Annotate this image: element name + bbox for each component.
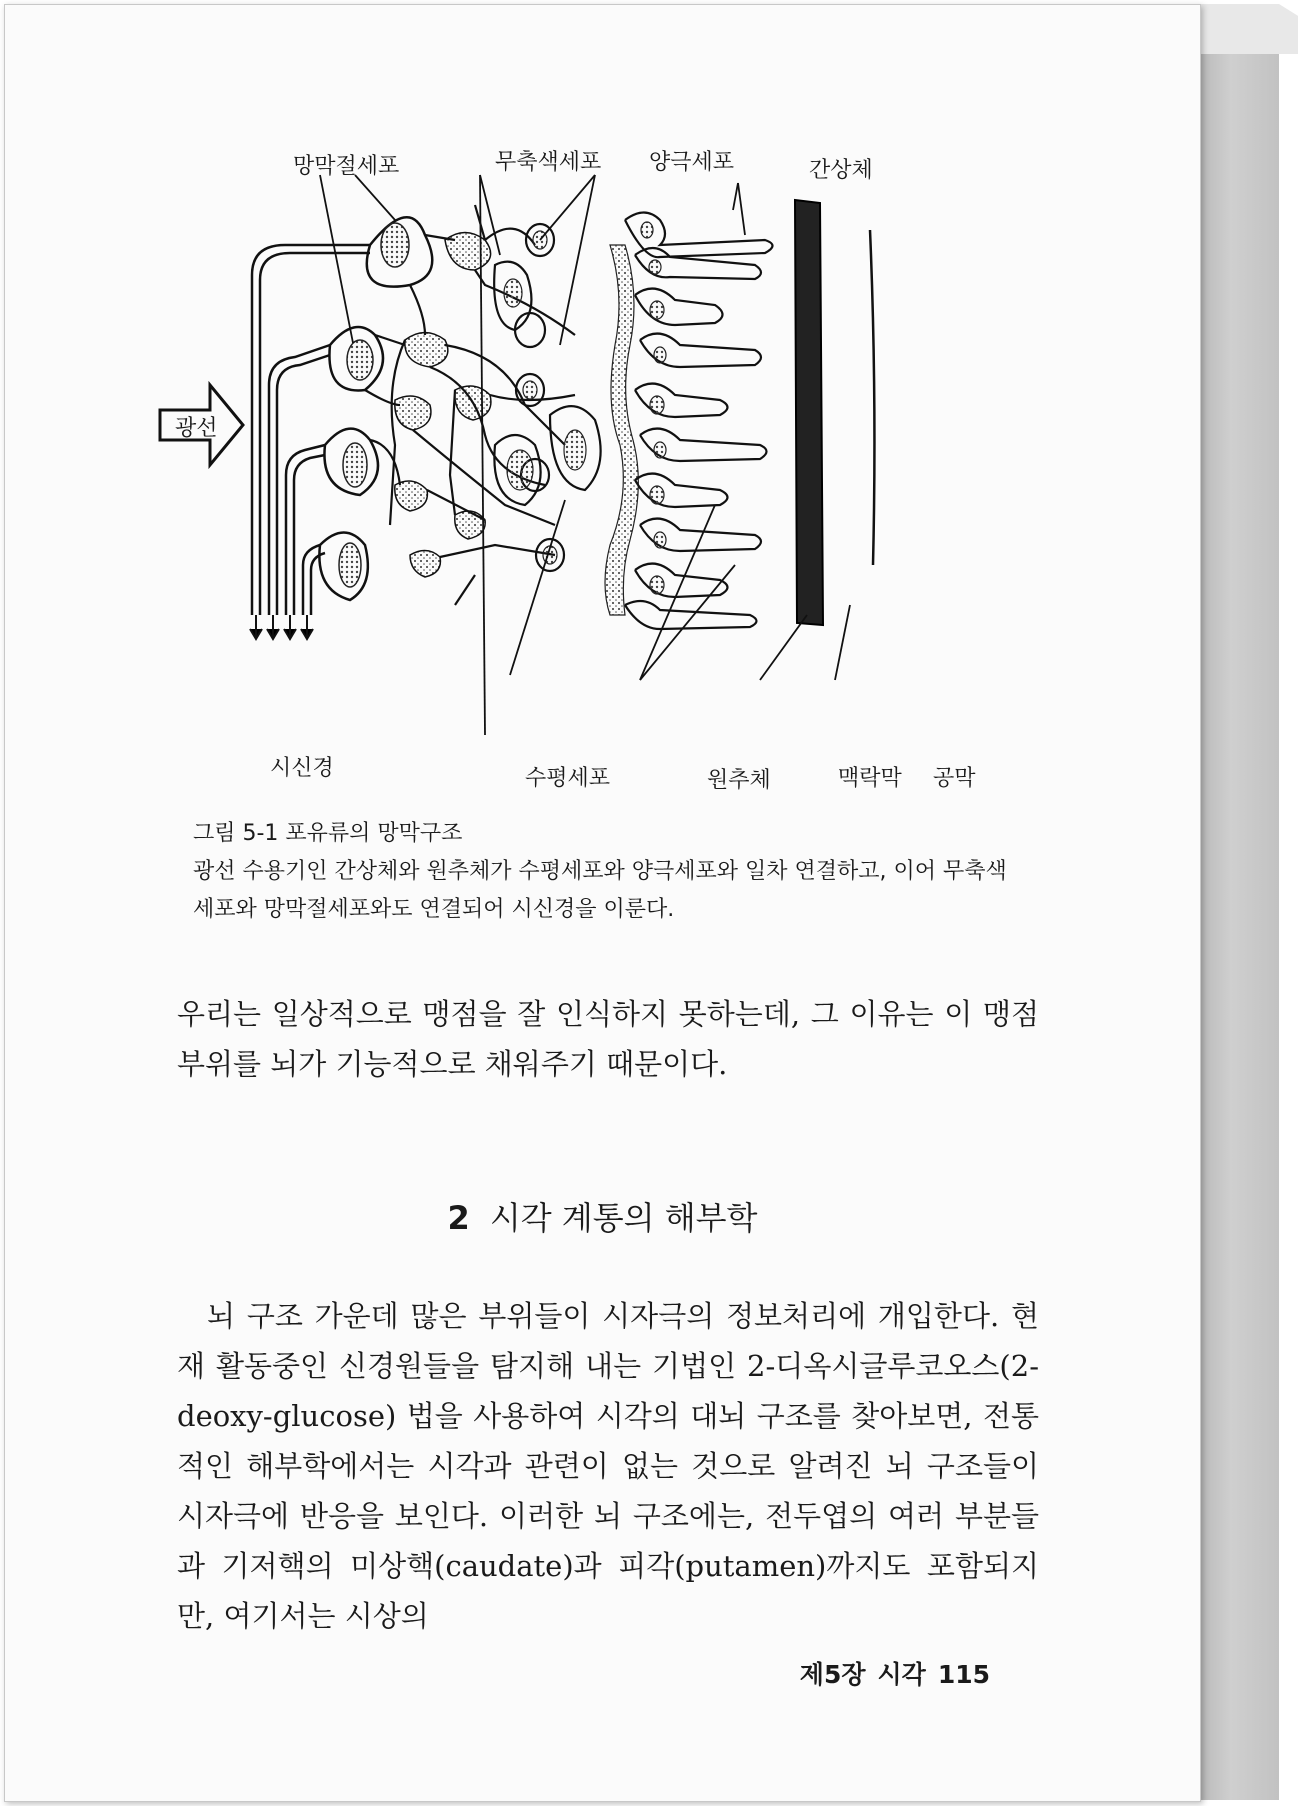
label-rod: 간상체 bbox=[809, 158, 873, 183]
book-top-edge bbox=[1199, 4, 1298, 54]
figure-caption bbox=[193, 815, 1023, 929]
label-cone: 원추체 bbox=[707, 768, 771, 793]
label-amacrine: 무축색세포 bbox=[495, 150, 602, 175]
section-number: 2 bbox=[447, 1199, 470, 1237]
book-page bbox=[4, 4, 1201, 1802]
sclera-line bbox=[870, 230, 874, 565]
page-number: 115 bbox=[937, 1660, 990, 1689]
footer-topic: 시각 bbox=[877, 1660, 926, 1689]
paragraph-blind-spot: 우리는 일상적으로 맹점을 잘 인식하지 못하는데, 그 이유는 이 맹점 부위를 뇌가 기능적으로 채워주기 때문이다. bbox=[177, 997, 1039, 1081]
label-sclera: 공막 bbox=[933, 766, 976, 791]
page-footer bbox=[788, 1655, 990, 1691]
footer-chapter: 제5장 bbox=[799, 1660, 866, 1689]
label-light: 광선 bbox=[175, 416, 218, 441]
label-horizontal: 수평세포 bbox=[525, 766, 611, 791]
book-side-edge bbox=[1199, 4, 1279, 1800]
bipolar-cells bbox=[494, 224, 600, 571]
photoreceptors bbox=[625, 213, 773, 630]
choroid-layer bbox=[795, 200, 823, 625]
label-choroid: 맥락막 bbox=[838, 766, 902, 791]
section-heading bbox=[5, 1193, 1200, 1239]
caption-body: 광선 수용기인 간상체와 원추체가 수평세포와 양극세포와 일차 연결하고, 이어 무축색세포와 망막절세포와도 연결되어 시신경을 이룬다. bbox=[193, 859, 1007, 922]
retina-figure bbox=[155, 145, 1015, 805]
caption-title: 그림 5-1 포유류의 망막구조 bbox=[193, 821, 463, 846]
section-title: 시각 계통의 해부학 bbox=[489, 1199, 758, 1237]
retina-diagram bbox=[155, 145, 1015, 805]
label-ganglion: 망막절세포 bbox=[293, 154, 400, 179]
paragraph-visual-anatomy: 뇌 구조 가운데 많은 부위들이 시자극의 정보처리에 개입한다. 현재 활동중인 신경원들을 탐지해 내는 기법인 2-디옥시글루코오스(2-deoxy-glucose) 법을 사용하여 시각의 대뇌 구조를 찾아보면, 전통적인 해부학에서는 시각과 관련이 없는 것으로 알려진 뇌 구조들이 시자극에 반응을 보인다. 이러한 뇌 구조에는, 전두엽의 여러 부분들과 기저핵의 미상핵(caudate)과 피각(putamen)까지도 포함되지만, 여기서는 시상의 bbox=[177, 1299, 1039, 1633]
label-bipolar: 양극세포 bbox=[649, 150, 735, 175]
optic-nerve-arrows bbox=[250, 615, 313, 639]
outer-plexiform-layer bbox=[605, 245, 638, 615]
label-optic-nerve: 시신경 bbox=[270, 756, 334, 781]
